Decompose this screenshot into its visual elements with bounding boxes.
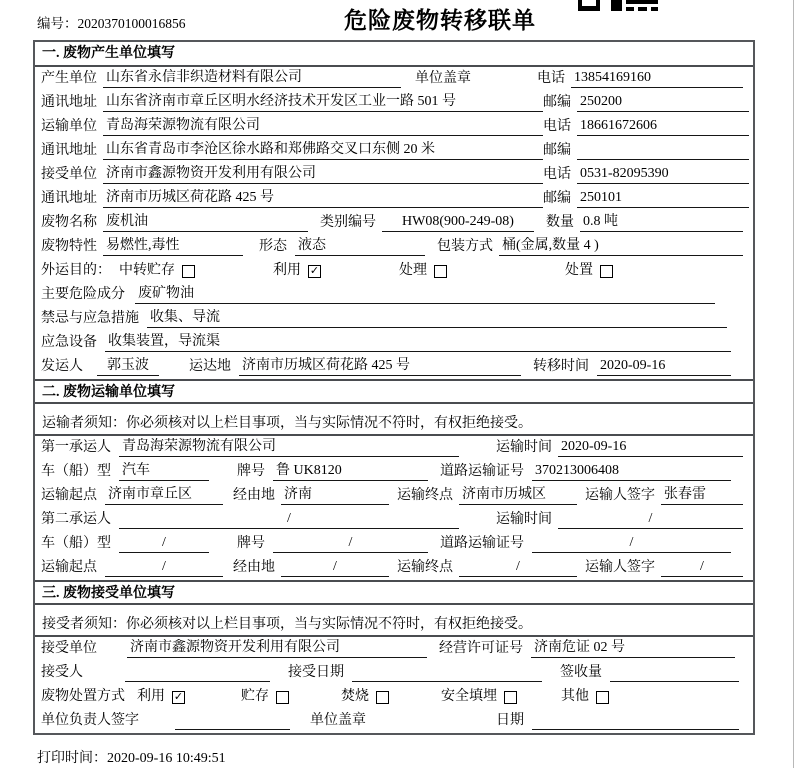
checkbox-utilize-checked: ✓ xyxy=(309,264,320,277)
form-label: 形态 xyxy=(259,239,287,254)
receiver-notice: 接受者须知：你必须核对以上栏目事项，当与实际情况不符时，有权拒绝接受。 xyxy=(35,605,753,637)
emergency-equipment-row xyxy=(35,331,753,355)
section3-header: 三. 废物接受单位填写 xyxy=(35,580,753,605)
producer-address-label: 通讯地址 xyxy=(41,95,97,110)
receiver-phone-label: 电话 xyxy=(543,167,571,182)
transporter-zip-value xyxy=(577,141,749,160)
category-code-value: HW08(900-249-08) xyxy=(382,213,534,232)
disposal-option-label: 贮存 xyxy=(241,689,269,704)
road-permit-label: 道路运输证号 xyxy=(440,464,524,479)
disposal-option-utilize xyxy=(137,688,185,706)
shipper-row xyxy=(35,355,753,379)
origin2-value: / xyxy=(105,558,223,577)
transporter-phone-label: 电话 xyxy=(543,119,571,134)
manifest-form-table xyxy=(33,40,755,735)
hazard-component-value: 废矿物油 xyxy=(135,285,715,304)
vehicle-type2-value: / xyxy=(119,534,209,553)
transport-time2-value: / xyxy=(558,510,743,529)
carrier-sign2-label: 运输人签字 xyxy=(585,560,655,575)
road-permit2-label: 道路运输证号 xyxy=(440,536,524,551)
producer-zip-value: 250200 xyxy=(577,93,749,112)
quantity-value: 0.8 吨 xyxy=(580,213,743,232)
taboo-measures-label: 禁忌与应急措施 xyxy=(41,311,139,326)
disposal-option-label: 其他 xyxy=(561,689,589,704)
first-carrier-label: 第一承运人 xyxy=(41,440,111,455)
license-number-value: 济南危证 02 号 xyxy=(531,639,735,658)
via2-value: / xyxy=(281,558,389,577)
receiver-address-row xyxy=(35,187,753,211)
vehicle-type2-row xyxy=(35,532,753,556)
waste-property-value: 易燃性,毒性 xyxy=(103,237,243,256)
waste-property-row xyxy=(35,235,753,259)
producer-address-row xyxy=(35,91,753,115)
unit-seal2-label: 单位盖章 xyxy=(310,713,366,728)
plate-number2-value: / xyxy=(273,534,428,553)
transfer-purpose-row xyxy=(35,259,753,283)
checkbox-disposal-storage xyxy=(276,691,289,704)
disposal-option-label: 利用 xyxy=(137,689,165,704)
taboo-measures-value: 收集、导流 xyxy=(147,309,727,328)
responsible-sign-value xyxy=(175,711,290,730)
responsible-sign-label: 单位负责人签字 xyxy=(41,713,139,728)
purpose-option-utilize xyxy=(273,262,321,280)
purpose-option-dispose xyxy=(565,262,613,280)
transporter-phone-value: 18661672606 xyxy=(577,117,749,136)
accept-date-value xyxy=(352,663,542,682)
producer-zip-label: 邮编 xyxy=(543,95,571,110)
date-label: 日期 xyxy=(496,713,524,728)
emergency-equipment-value: 收集装置，导流渠 xyxy=(105,333,731,352)
terminus2-value: / xyxy=(459,558,577,577)
shipper-label: 发运人 xyxy=(41,359,83,374)
transporter-address-label: 通讯地址 xyxy=(41,143,97,158)
via-label: 经由地 xyxy=(233,488,275,503)
section1-header: 一. 废物产生单位填写 xyxy=(35,42,753,67)
vehicle-type2-label: 车（船）型 xyxy=(41,536,111,551)
receiver-zip-label: 邮编 xyxy=(543,191,571,206)
receiver-address-label: 通讯地址 xyxy=(41,191,97,206)
transport-time-label: 运输时间 xyxy=(496,440,552,455)
taboo-measures-row xyxy=(35,307,753,331)
shipper-value: 郭玉波 xyxy=(97,357,159,376)
license-number-label: 经营许可证号 xyxy=(439,641,523,656)
transporter-zip-label: 邮编 xyxy=(543,143,571,158)
transporter-value: 青岛海荣源物流有限公司 xyxy=(103,117,543,136)
purpose-option-label: 中转贮存 xyxy=(119,263,175,278)
accepting-unit-label: 接受单位 xyxy=(41,641,97,656)
receiver-zip-value: 250101 xyxy=(577,189,749,208)
transfer-purpose-label: 外运目的： xyxy=(41,263,111,278)
producer-row xyxy=(35,67,753,91)
first-carrier-value: 青岛海荣源物流有限公司 xyxy=(119,438,459,457)
serial-value: 2020370100016856 xyxy=(77,16,186,31)
accept-date-label: 接受日期 xyxy=(288,665,344,680)
checkbox-treat xyxy=(434,265,447,278)
producer-address-value: 山东省济南市章丘区明水经济技术开发区工业一路 501 号 xyxy=(103,93,543,112)
transfer-time-label: 转移时间 xyxy=(533,359,589,374)
disposal-method-row xyxy=(35,685,753,709)
origin2-label: 运输起点 xyxy=(41,560,97,575)
checkbox-disposal-utilize-checked: ✓ xyxy=(173,690,184,703)
carrier-sign-value: 张春雷 xyxy=(661,486,743,505)
unit-seal-label: 单位盖章 xyxy=(415,71,471,86)
plate-number-value: 鲁 UK8120 xyxy=(273,462,428,481)
road-permit2-value: / xyxy=(532,534,731,553)
checkbox-disposal-other xyxy=(596,691,609,704)
waste-name-value: 废机油 xyxy=(103,213,308,232)
hazard-component-label: 主要危险成分 xyxy=(41,287,125,302)
disposal-option-label: 焚烧 xyxy=(341,689,369,704)
receiver-address-value: 济南市历城区荷花路 425 号 xyxy=(103,189,543,208)
emergency-equipment-label: 应急设备 xyxy=(41,335,97,350)
producer-phone-value: 13854169160 xyxy=(571,69,743,88)
carrier-sign2-value: / xyxy=(661,558,743,577)
packing-label: 包装方式 xyxy=(437,239,493,254)
producer-label: 产生单位 xyxy=(41,71,97,86)
destination-value: 济南市历城区荷花路 425 号 xyxy=(239,357,521,376)
received-amount-value xyxy=(610,663,739,682)
section2-header: 二. 废物运输单位填写 xyxy=(35,379,753,404)
print-time-value: 2020-09-16 10:49:51 xyxy=(107,751,226,766)
acceptor-value xyxy=(125,663,270,682)
origin-label: 运输起点 xyxy=(41,488,97,503)
second-carrier-value: / xyxy=(119,510,459,529)
receiver-phone-value: 0531-82095390 xyxy=(577,165,749,184)
producer-phone-label: 电话 xyxy=(537,71,565,86)
packing-value: 桶(金属,数量 4 ) xyxy=(499,237,743,256)
form-value: 液态 xyxy=(295,237,425,256)
second-carrier-row xyxy=(35,508,753,532)
transporter-label: 运输单位 xyxy=(41,119,97,134)
route-row xyxy=(35,484,753,508)
quantity-label: 数量 xyxy=(546,215,574,230)
terminus-value: 济南市历城区 xyxy=(459,486,577,505)
receiver-row xyxy=(35,163,753,187)
page-right-edge xyxy=(793,0,794,768)
transporter-notice: 运输者须知：你必须核对以上栏目事项，当与实际情况不符时，有权拒绝接受。 xyxy=(35,404,753,436)
route2-row xyxy=(35,556,753,580)
second-carrier-label: 第二承运人 xyxy=(41,512,111,527)
vehicle-type-row xyxy=(35,460,753,484)
origin-value: 济南市章丘区 xyxy=(105,486,223,505)
disposal-option-label: 安全填埋 xyxy=(441,689,497,704)
hazard-component-row xyxy=(35,283,753,307)
purpose-option-label: 处置 xyxy=(565,263,593,278)
accepting-unit-value: 济南市鑫源物资开发利用有限公司 xyxy=(127,639,427,658)
disposal-option-landfill xyxy=(441,688,517,706)
receiver-label: 接受单位 xyxy=(41,167,97,182)
via2-label: 经由地 xyxy=(233,560,275,575)
category-code-label: 类别编号 xyxy=(320,215,376,230)
terminus-label: 运输终点 xyxy=(397,488,453,503)
acceptor-row xyxy=(35,661,753,685)
carrier-sign-label: 运输人签字 xyxy=(585,488,655,503)
transport-time2-label: 运输时间 xyxy=(496,512,552,527)
waste-property-label: 废物特性 xyxy=(41,239,97,254)
purpose-option-label: 处理 xyxy=(399,263,427,278)
waste-name-row xyxy=(35,211,753,235)
date-value xyxy=(532,711,739,730)
accepting-unit-row xyxy=(35,637,753,661)
first-carrier-row xyxy=(35,436,753,460)
print-time-label: 打印时间： xyxy=(37,751,107,766)
road-permit-value: 370213006408 xyxy=(532,462,731,481)
purpose-option-transit-storage xyxy=(119,262,195,280)
serial-label: 编号： xyxy=(37,16,78,31)
receiver-value: 济南市鑫源物资开发利用有限公司 xyxy=(103,165,543,184)
vehicle-type-label: 车（船）型 xyxy=(41,464,111,479)
destination-label: 运达地 xyxy=(189,359,231,374)
terminus2-label: 运输终点 xyxy=(397,560,453,575)
disposal-option-incinerate xyxy=(341,688,389,706)
purpose-option-label: 利用 xyxy=(273,263,301,278)
plate-number2-label: 牌号 xyxy=(237,536,265,551)
received-amount-label: 签收量 xyxy=(560,665,602,680)
plate-number-label: 牌号 xyxy=(237,464,265,479)
transfer-time-value: 2020-09-16 xyxy=(597,357,731,376)
acceptor-label: 接受人 xyxy=(41,665,83,680)
transporter-address-value: 山东省青岛市李沧区徐水路和郑佛路交叉口东侧 20 米 xyxy=(103,141,543,160)
disposal-option-storage xyxy=(241,688,289,706)
via-value: 济南 xyxy=(281,486,389,505)
disposal-method-label: 废物处置方式 xyxy=(41,689,125,704)
page-title: 危险废物转移联单 xyxy=(344,8,536,33)
checkbox-transit-storage xyxy=(182,265,195,278)
transporter-address-row xyxy=(35,139,753,163)
responsible-sign-row xyxy=(35,709,753,733)
waste-name-label: 废物名称 xyxy=(41,215,97,230)
qr-code-fragment xyxy=(578,0,658,11)
transporter-row xyxy=(35,115,753,139)
disposal-option-other xyxy=(561,688,609,706)
checkbox-dispose xyxy=(600,265,613,278)
purpose-option-treat xyxy=(399,262,447,280)
checkbox-disposal-incinerate xyxy=(376,691,389,704)
producer-value: 山东省永信非织造材料有限公司 xyxy=(103,69,401,88)
checkbox-disposal-landfill xyxy=(504,691,517,704)
vehicle-type-value: 汽车 xyxy=(119,462,209,481)
transport-time-value: 2020-09-16 xyxy=(558,438,743,457)
print-time xyxy=(37,747,226,767)
